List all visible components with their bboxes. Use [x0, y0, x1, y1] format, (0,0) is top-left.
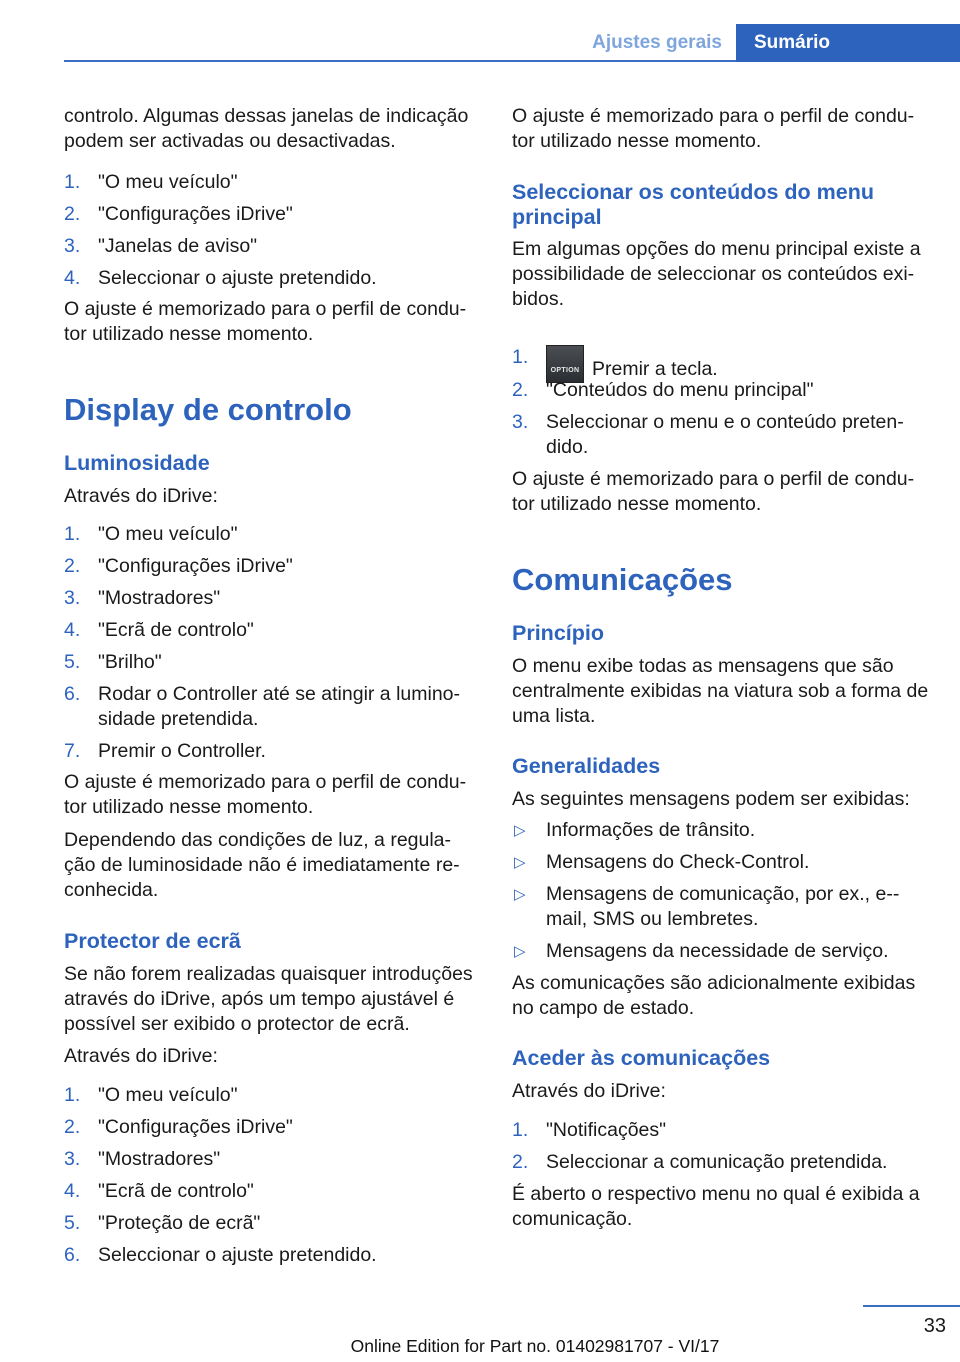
bullet-triangle-icon: ▷	[514, 943, 526, 960]
conditions-paragraph: Dependendo das condições de luz, a regula‐ção de luminosidade não é imediatamente re‐conhecida.	[64, 829, 460, 901]
subheading-aceder: Aceder às comunicações	[512, 1046, 771, 1070]
saved-note: O ajuste é memorizado para o perfil de condu‐tor utilizado nesse momento.	[64, 298, 467, 345]
bullet-triangle-icon: ▷	[514, 854, 526, 871]
estado-paragraph: As comunicações são adicionalmente exibidas no campo de estado.	[512, 972, 916, 1019]
page-number: 33	[923, 1315, 946, 1337]
list-item: 6. Rodar o Controller até se atingir a lumino‐sidade pretendida.	[64, 683, 461, 730]
option-key-icon: OPTION	[546, 345, 584, 383]
bullet-triangle-icon: ▷	[514, 822, 526, 839]
menu-paragraph: Em algumas opções do menu principal existe a possibilidade de seleccionar os conteúdos exi‐bidos.	[512, 238, 921, 310]
subheading-principio: Princípio	[512, 621, 604, 645]
aberto-paragraph: É aberto o respectivo menu no qual é exibida a comunicação.	[512, 1183, 920, 1230]
subheading-protector: Protector de ecrã	[64, 929, 241, 953]
saved-note: O ajuste é memorizado para o perfil de condu‐tor utilizado nesse momento.	[512, 468, 915, 515]
subheading-luminosidade: Luminosidade	[64, 451, 210, 475]
protector-paragraph: Se não forem realizadas quaisquer introduções através do iDrive, após um tempo ajustável é possível ser exibido o protector de ecrã.	[64, 963, 473, 1035]
edition-footer: Online Edition for Part no. 01402981707 - VI/17	[350, 1336, 720, 1356]
saved-note: O ajuste é memorizado para o perfil de condu‐tor utilizado nesse momento.	[512, 105, 915, 152]
idrive-intro: Através do iDrive:	[64, 485, 218, 507]
intro-paragraph: controlo. Algumas dessas janelas de indicação podem ser activadas ou desactivadas.	[64, 105, 469, 152]
principio-paragraph: O menu exibe todas as mensagens que são centralmente exibidas na viatura sob a forma de uma lista.	[512, 655, 929, 727]
generalidades-paragraph: As seguintes mensagens podem ser exibidas:	[512, 788, 910, 810]
idrive-intro: Através do iDrive:	[64, 1045, 218, 1067]
section-heading-display: Display de controlo	[64, 392, 352, 427]
section-heading-comunicacoes: Comunicações	[512, 562, 733, 597]
footer-rule	[863, 1305, 960, 1307]
idrive-intro: Através do iDrive:	[512, 1080, 666, 1102]
subheading-generalidades: Generalidades	[512, 754, 661, 778]
bullet-triangle-icon: ▷	[514, 886, 526, 903]
saved-note: O ajuste é memorizado para o perfil de condu‐tor utilizado nesse momento.	[64, 771, 467, 818]
header-section-tab[interactable]: Ajustes gerais	[592, 32, 722, 53]
header-summary-tab[interactable]: Sumário	[736, 24, 960, 62]
subheading-seleccionar: Seleccionar os conteúdos do menu principal	[512, 180, 874, 229]
